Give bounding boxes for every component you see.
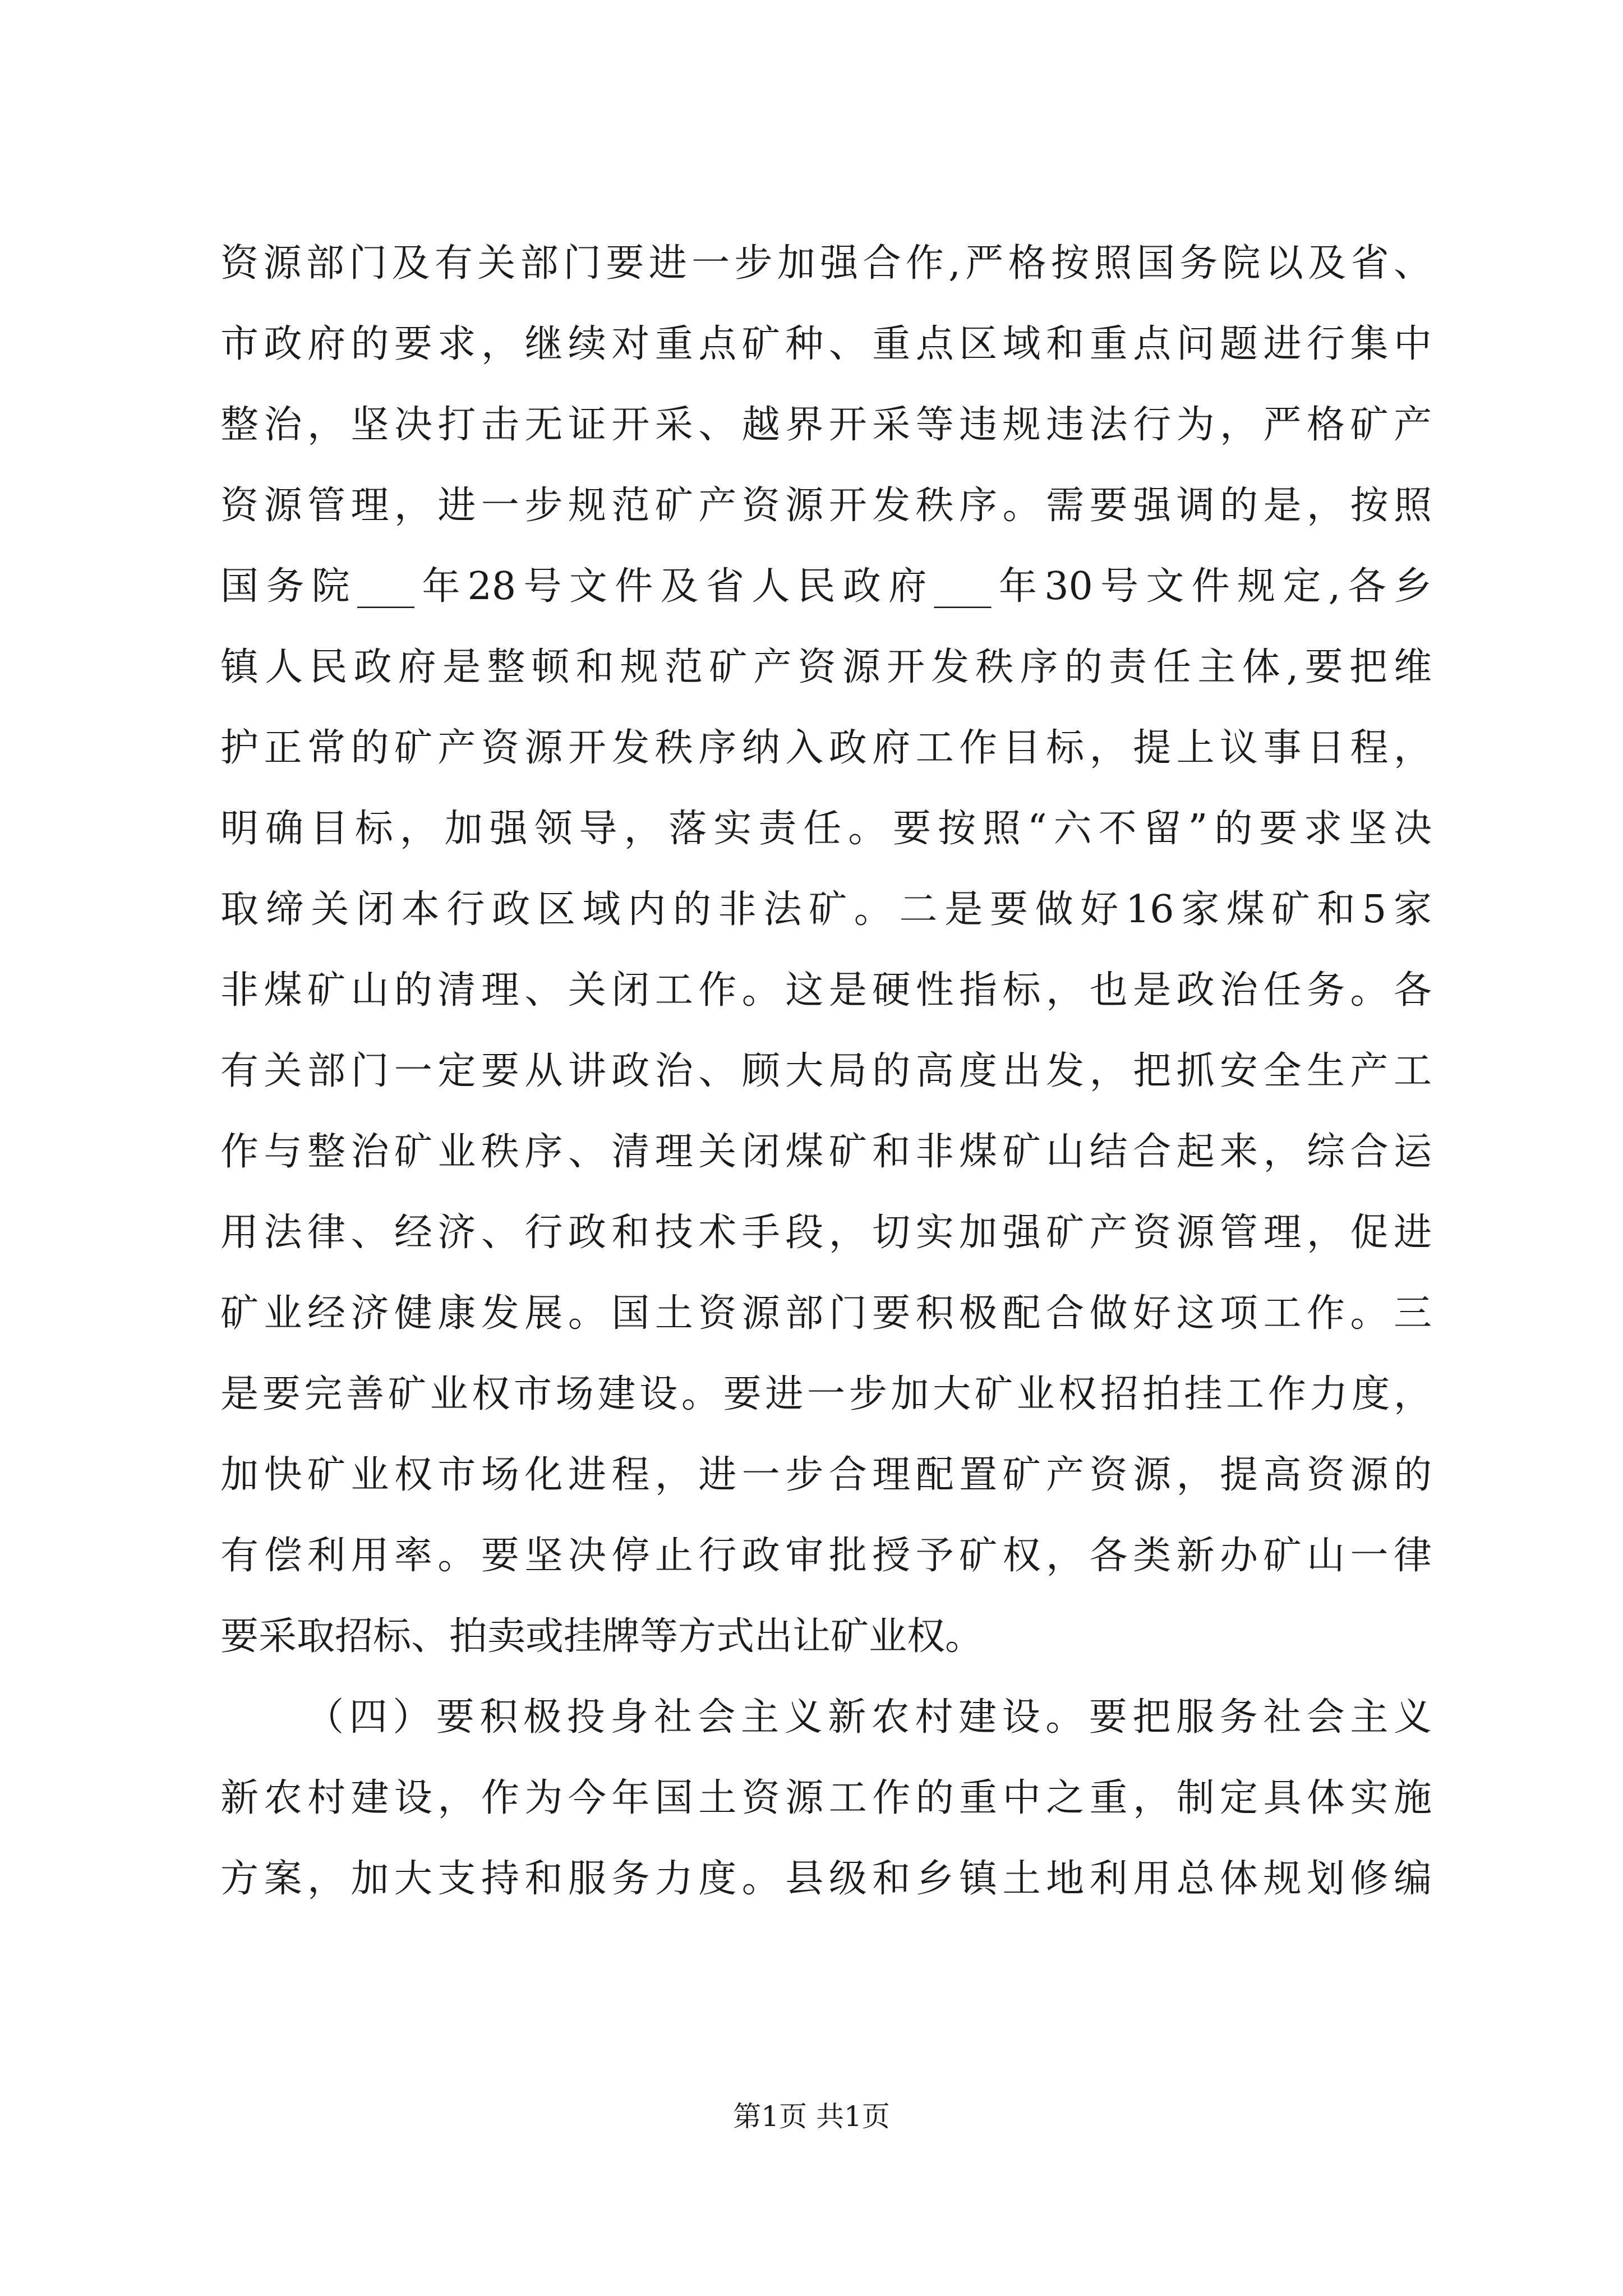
text-line: 镇人民政府是整顿和规范矿产资源开发秩序的责任主体,要把维	[220, 645, 1432, 689]
text-line: 新农村建设，作为今年国土资源工作的重中之重，制定具体实施	[220, 1776, 1432, 1820]
text-line: 有关部门一定要从讲政治、顾大局的高度出发，把抓安全生产工	[220, 1049, 1432, 1093]
text-line: 明确目标，加强领导，落实责任。要按照“六不留”的要求坚决	[220, 807, 1432, 851]
text-line: 方案，加大支持和服务力度。县级和乡镇土地利用总体规划修编	[220, 1857, 1432, 1901]
page-footer	[0, 2097, 1623, 2136]
text-line: 矿业经济健康发展。国土资源部门要积极配合做好这项工作。三	[220, 1291, 1432, 1336]
text-line: 加快矿业权市场化进程，进一步合理配置矿产资源，提高资源的	[220, 1453, 1432, 1497]
text-line: 资源部门及有关部门要进一步加强合作,严格按照国务院以及省、	[220, 241, 1432, 286]
text-line: 市政府的要求，继续对重点矿种、重点区域和重点问题进行集中	[220, 322, 1432, 366]
text-line: 取缔关闭本行政区域内的非法矿。二是要做好16家煤矿和5家	[220, 887, 1432, 932]
text-line: 资源管理，进一步规范矿产资源开发秩序。需要强调的是，按照	[220, 484, 1432, 528]
text-line: 用法律、经济、行政和技术手段，切实加强矿产资源管理，促进	[220, 1211, 1432, 1255]
page-number-label: 第1页 共1页	[733, 2100, 890, 2133]
text-line: 整治，坚决打击无证开采、越界开采等违规违法行为，严格矿产	[220, 403, 1432, 447]
text-line: 护正常的矿产资源开发秩序纳入政府工作目标，提上议事日程，	[220, 726, 1432, 770]
paragraph-start-line: （四）要积极投身社会主义新农村建设。要把服务社会主义	[306, 1695, 1432, 1740]
document-body	[220, 223, 1432, 1920]
text-line: 是要完善矿业权市场建设。要进一步加大矿业权招拍挂工作力度，	[220, 1372, 1432, 1416]
text-line: 有偿利用率。要坚决停止行政审批授予矿权，各类新办矿山一律	[220, 1534, 1432, 1578]
text-line: 非煤矿山的清理、关闭工作。这是硬性指标，也是政治任务。各	[220, 968, 1432, 1013]
text-line: 作与整治矿业秩序、清理关闭煤矿和非煤矿山结合起来，综合运	[220, 1130, 1432, 1174]
text-line: 国务院___年28号文件及省人民政府___年30号文件规定,各乡	[220, 564, 1432, 609]
paragraph-end-line: 要采取招标、拍卖或挂牌等方式出让矿业权。	[220, 1614, 984, 1659]
